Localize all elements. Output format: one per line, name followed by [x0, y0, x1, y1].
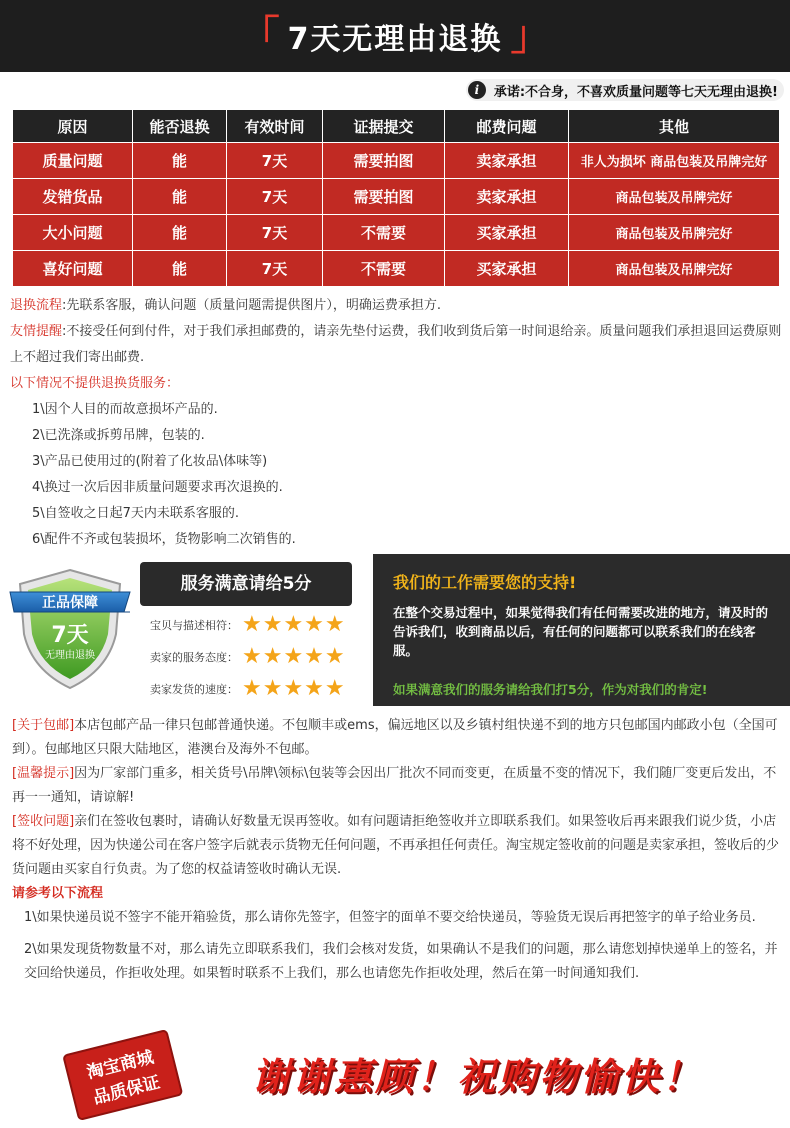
reminder-label: 友情提醒 [10, 324, 63, 339]
cell-evidence: 需要拍图 [323, 179, 445, 215]
return-flow-label: 退换流程 [10, 298, 63, 313]
list-item: 6\配件不齐或包装损坏，货物影响二次销售的. [32, 532, 296, 547]
col-header-valid-time: 有效时间 [227, 110, 323, 143]
cell-evidence: 需要拍图 [323, 143, 445, 179]
cell-reason: 发错货品 [13, 179, 133, 215]
list-item: 2\如果发现货物数量不对，那么请先立即联系我们，我们会核对发货，如果确认不是我们的问题，那么请您划掉快递单上的签名，并交回给快递员，作拒收处理。如果暂时联系不上我们，那么也请您先作拒收处理，然后在第一时间通知我们. [24, 942, 778, 981]
table-row [13, 215, 780, 251]
promise-banner [466, 79, 784, 101]
page-header [0, 0, 790, 72]
shipping-note [12, 714, 786, 762]
notes-section [12, 714, 786, 986]
no-service-title: 以下情况不提供退换货服务： [10, 376, 180, 391]
table-row [13, 143, 780, 179]
support-panel [373, 554, 790, 706]
cell-postage: 买家承担 [445, 251, 569, 287]
col-header-returnable: 能否退换 [133, 110, 227, 143]
col-header-evidence: 证据提交 [323, 110, 445, 143]
quality-guarantee-seal [58, 1028, 188, 1124]
bracket-open: 「 [239, 13, 280, 59]
support-title: 我们的工作需要您的支持! [393, 573, 577, 592]
list-item: 1\因个人目的而故意损坏产品的. [32, 402, 218, 417]
cell-other: 商品包装及吊牌完好 [569, 179, 780, 215]
shipping-label: [关于包邮] [12, 718, 75, 733]
promise-text: 承诺:不合身，不喜欢质量问题等七天无理由退换! [493, 84, 778, 100]
reminder-line [10, 319, 786, 371]
cell-returnable: 能 [133, 143, 227, 179]
warm-note [12, 762, 786, 810]
shipping-text: 本店包邮产品一律只包邮普通快递。不包顺丰或ems，偏远地区以及乡镇村组快递不到的地方只包邮国内邮政小包（全国可到）。包邮地区只限大陆地区，港澳台及海外不包邮。 [12, 718, 778, 757]
return-policy-table [12, 109, 780, 287]
cell-valid-time: 7天 [227, 143, 323, 179]
col-header-other: 其他 [569, 110, 780, 143]
genuine-guarantee-badge [8, 562, 132, 692]
seal-icon [58, 1028, 188, 1124]
return-policy-text [10, 293, 786, 553]
sign-note [12, 810, 786, 882]
rating-row-delivery [138, 676, 368, 702]
badge-ribbon-text: 正品保障 [42, 595, 98, 611]
cell-reason: 质量问题 [13, 143, 133, 179]
cell-returnable: 能 [133, 215, 227, 251]
list-item: 1\如果快递员说不签字不能开箱验货，那么请你先签字，但签字的面单不要交给快递员，等验货无误后再把签字的单子给业务员. [24, 910, 756, 925]
cell-reason: 大小问题 [13, 215, 133, 251]
table-header-row [13, 110, 780, 143]
warm-text: 因为厂家部门重多，相关货号\吊牌\领标\包装等会因出厂批次不同而变更，在质量不变的情况下，我们随厂变更后发出，不再一一通知，请谅解! [12, 766, 777, 805]
rating-label: 卖家的服务态度： [150, 651, 238, 664]
page-title: 7天无理由退换 [287, 22, 503, 57]
cell-postage: 买家承担 [445, 215, 569, 251]
rating-row-description [138, 612, 368, 638]
list-item: 4\换过一次后因非质量问题要求再次退换的. [32, 480, 283, 495]
cell-returnable: 能 [133, 179, 227, 215]
shield-icon [8, 562, 132, 692]
badge-sub: 无理由退换 [45, 650, 95, 661]
cell-other: 商品包装及吊牌完好 [569, 251, 780, 287]
info-icon: i [468, 81, 486, 99]
rating-label: 卖家发货的速度： [150, 683, 238, 696]
cell-evidence: 不需要 [323, 251, 445, 287]
rating-label: 宝贝与描述相符： [150, 619, 238, 632]
cell-reason: 喜好问题 [13, 251, 133, 287]
star-rating-icon: ★★★★★ [242, 676, 346, 701]
seal-line1: 淘宝商城 [84, 1047, 156, 1084]
cell-valid-time: 7天 [227, 251, 323, 287]
sign-label: [签收问题] [12, 814, 75, 829]
cell-valid-time: 7天 [227, 179, 323, 215]
seal-line2: 品质保证 [91, 1072, 163, 1109]
list-item: 2\已洗涤或拆剪吊牌，包装的. [32, 428, 205, 443]
list-item: 3\产品已使用过的(附着了化妆品\体味等) [32, 454, 268, 469]
sign-text: 亲们在签收包裹时，请确认好数量无误再签收。如有问题请拒绝签收并立即联系我们。如果签收后再来跟我们说少货，小店将不好处理，因为快递公司在客户签字后就表示货物无任何问题，不再承担任何责任。淘宝规定签收前的问题是卖家承担，签收后的少货问题由买家自行负责。为了您的权益请签收时确认无误. [12, 814, 780, 877]
process-title: 请参考以下流程 [12, 886, 104, 901]
cell-evidence: 不需要 [323, 215, 445, 251]
cell-valid-time: 7天 [227, 215, 323, 251]
col-header-postage: 邮费问题 [445, 110, 569, 143]
star-rating-icon: ★★★★★ [242, 644, 346, 669]
badge-days: 7天 [51, 623, 89, 648]
cell-other: 非人为损坏 商品包装及吊牌完好 [569, 143, 780, 179]
bracket-close: 」 [510, 13, 551, 59]
table-row [13, 179, 780, 215]
cell-postage: 卖家承担 [445, 143, 569, 179]
list-item: 5\自签收之日起7天内未联系客服的. [32, 506, 240, 521]
cell-returnable: 能 [133, 251, 227, 287]
rating-row-attitude [138, 644, 368, 670]
table-row [13, 251, 780, 287]
support-footer: 如果满意我们的服务请给我们打5分，作为对我们的肯定! [393, 682, 708, 697]
return-flow-text: :先联系客服，确认问题（质量问题需提供图片），明确运费承担方. [62, 298, 442, 313]
cell-other: 商品包装及吊牌完好 [569, 215, 780, 251]
service-rating-title: 服务满意请给5分 [140, 562, 352, 606]
warm-label: [温馨提示] [12, 766, 75, 781]
star-rating-icon: ★★★★★ [242, 612, 346, 637]
support-body: 在整个交易过程中，如果觉得我们有任何需要改进的地方，请及时的告诉我们，收到商品以后，有任何的问题都可以联系我们的在线客服。 [393, 605, 769, 658]
reminder-text: :不接受任何到付件，对于我们承担邮费的，请亲先垫付运费，我们收到货后第一时间退给亲。质量问题我们承担退回运费原则上不超过我们寄出邮费. [10, 324, 782, 365]
thanks-banner: 谢谢惠顾！祝购物愉快！ [252, 1055, 704, 1099]
return-flow-line [10, 293, 786, 319]
cell-postage: 卖家承担 [445, 179, 569, 215]
col-header-reason: 原因 [13, 110, 133, 143]
